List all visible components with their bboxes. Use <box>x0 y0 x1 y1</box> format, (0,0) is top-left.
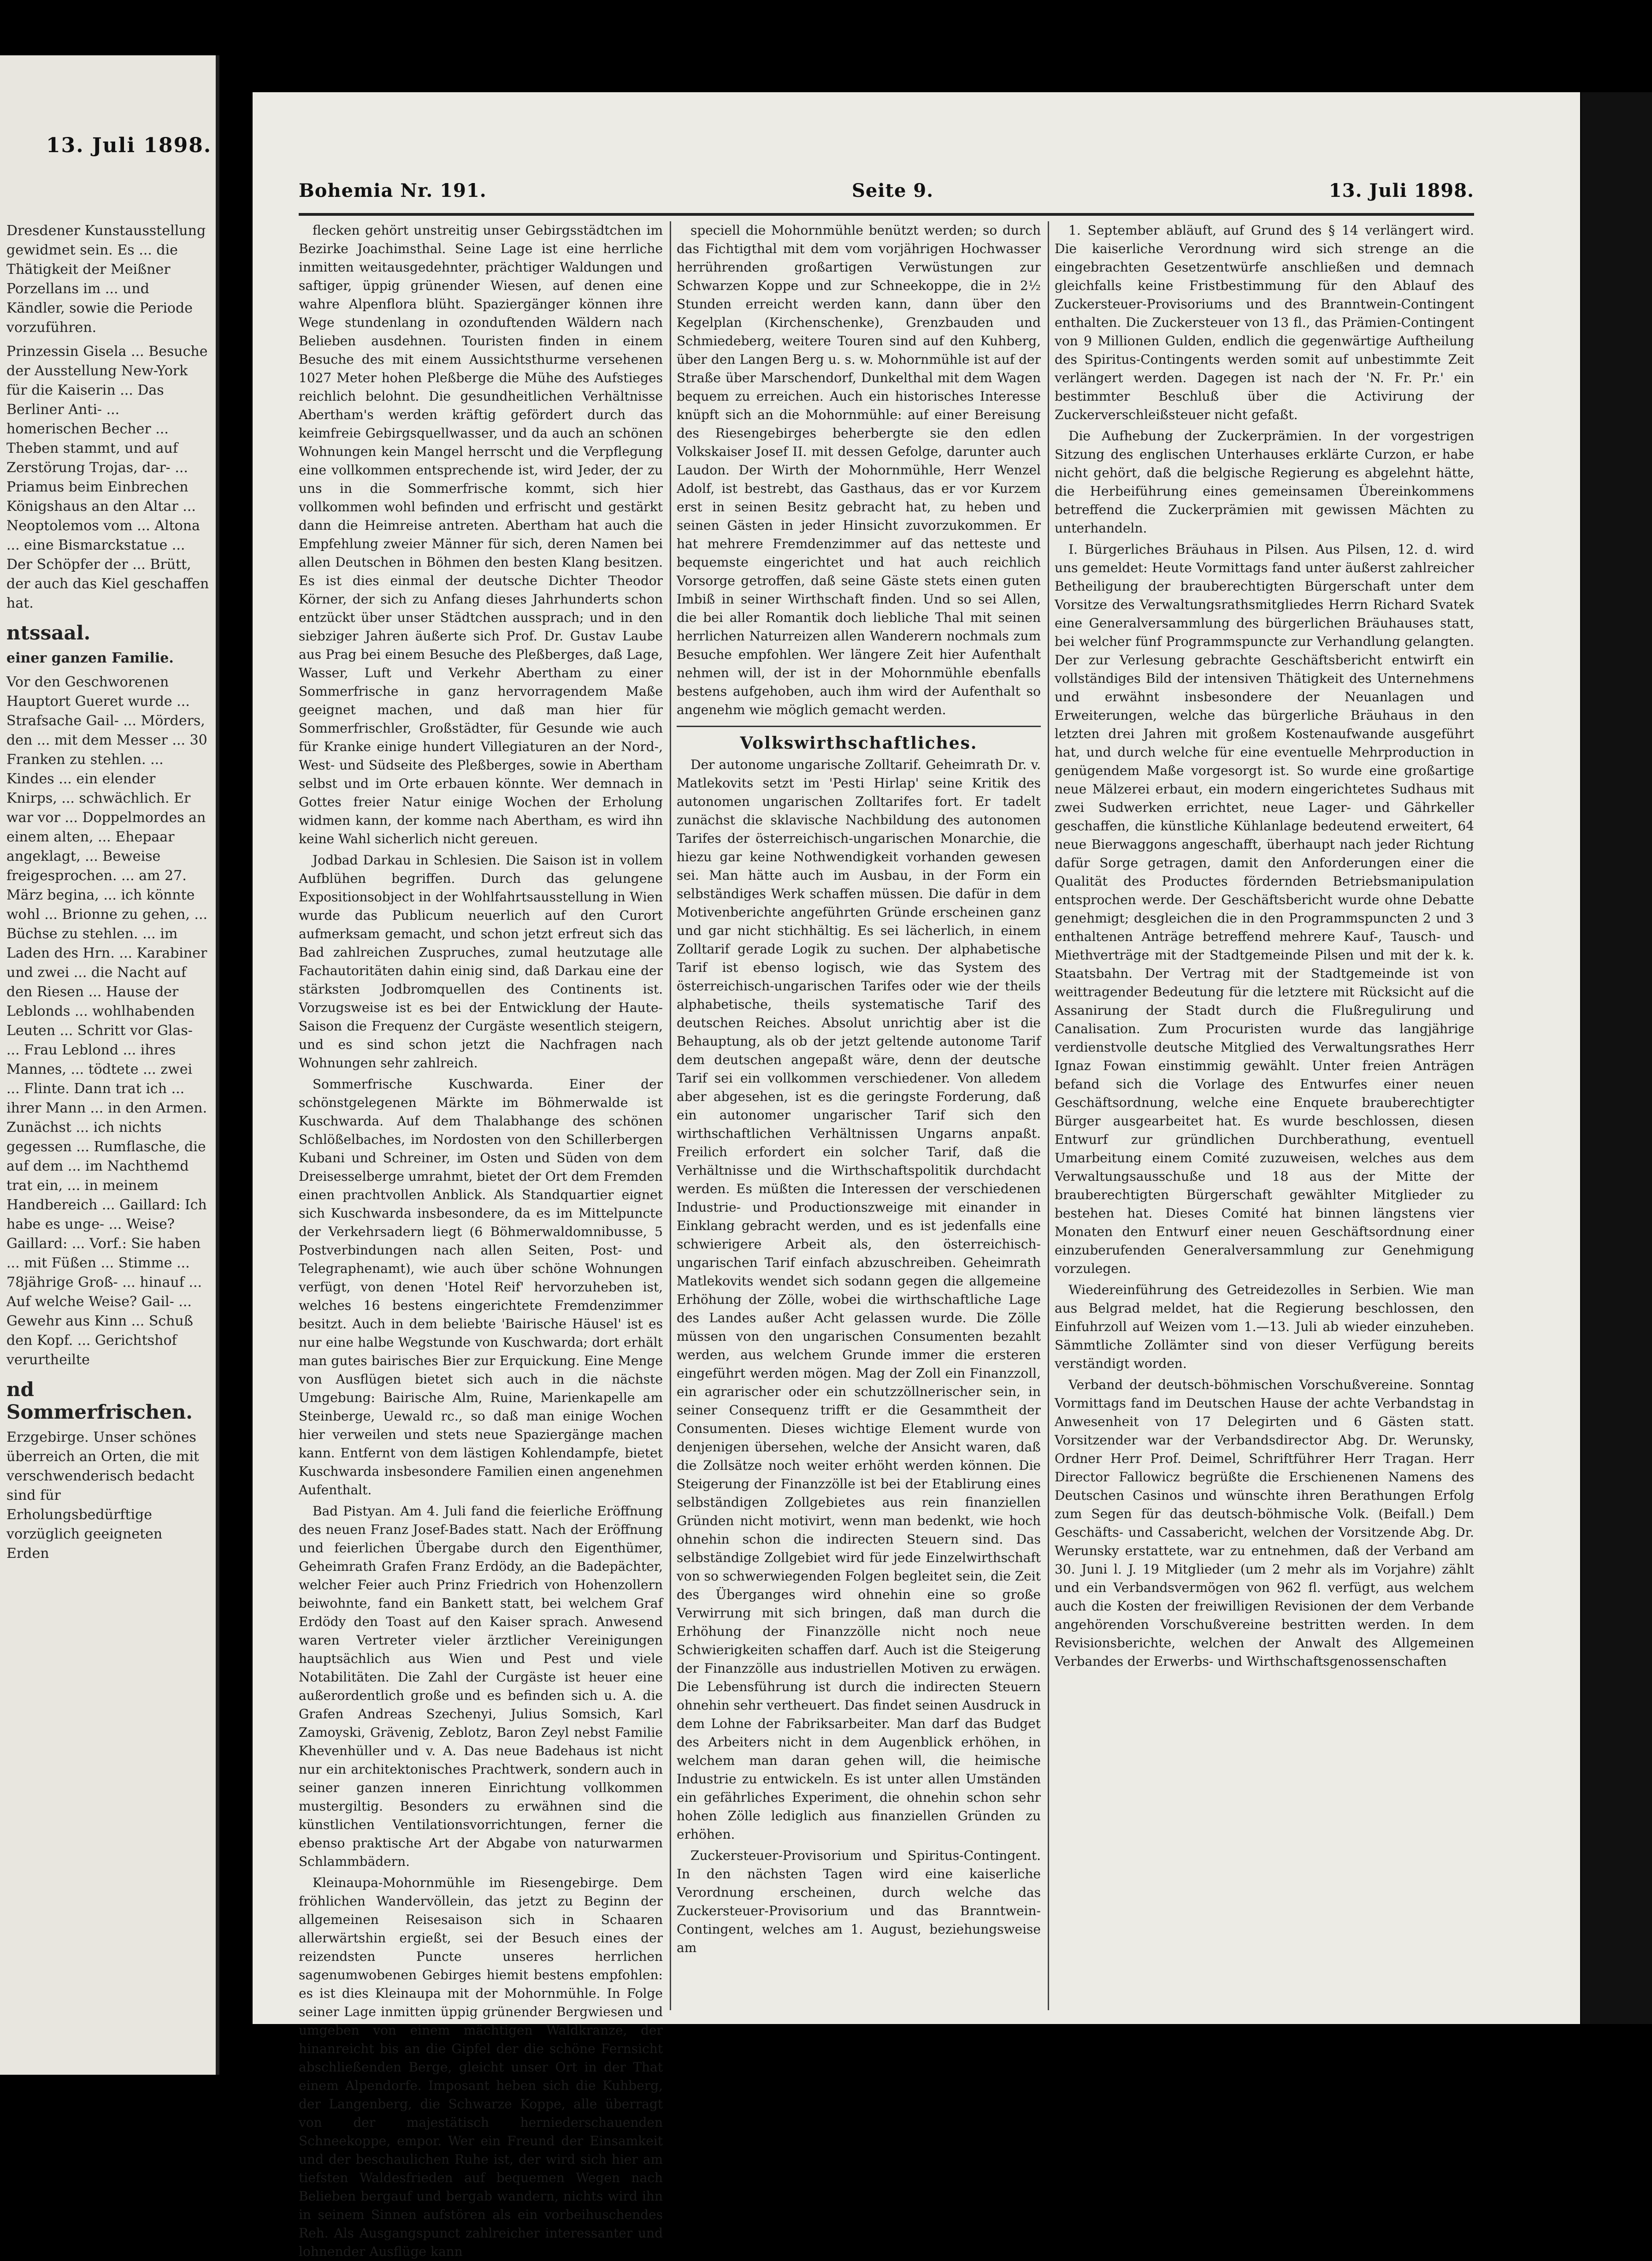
article-paragraph: Jodbad Darkau in Schlesien. Die Saison ist in vollem Aufblühen begriffen. Durch das gelungene Expositionsobject in der Wohlfahrtsausstellung in Wien wurde das Publicum neuerlich auf den Curort aufmerksam gemacht, und schon jetzt erfreut sich das Bad zahlreichen Zuspruches, zumal heutzutage alle Fachautoritäten dahin einig sind, daß Darkau eine der stärksten Jodbromquellen des Continents ist. Vorzugsweise ist es bei der Entwicklung der Haute-Saison die Frequenz der Curgäste wesentlich steigern, und es sind schon jetzt die Nachfragen nach Wohnungen sehr zahlreich. <box>299 852 663 1071</box>
article-paragraph: I. Bürgerliches Bräuhaus in Pilsen. Aus Pilsen, 12. d. wird uns gemeldet: Heute Vormittags fand unter äußerst zahlreicher Betheiligung der brauberechtigten Bürgerschaft unter dem Vorsitze des Verwaltungsrathsmitgliedes Herrn Richard Svatek eine Generalversammlung des bürgerlichen Bräuhauses statt, bei welcher fünf Programmspuncte zur Verhandlung gelangten. Der zur Verlesung gebrachte Geschäftsbericht entwirft ein vollständiges Bild der intensiven Thätigkeit des Unternehmens und erwähnt insbesondere der Neuanlagen und Erweiterungen, welche das bürgerliche Bräuhaus in den letzten drei Jahren mit großem Kostenaufwande ausgeführt hat, und durch welche für eine eventuelle Mehrproduction in genügendem Maße vorgesorgt ist. So wurde eine großartige neue Mälzerei erbaut, ein modern eingerichtetes Sudhaus mit zwei Sudwerken errichtet, neue Lager- und Gährkeller geschaffen, die künstliche Kühlanlage bedeutend erweitert, 64 neue Bierwaggons angeschafft, überhaupt nach jeder Richtung dafür Sorge getragen, damit den Anforderungen einer die Qualität des Productes fördernden Betriebsmanipulation entsprochen werde. Der Geschäftsbericht wurde ohne Debatte genehmigt; desgleichen die in den Programmspuncten 2 und 3 enthaltenen Anträge betreffend mehrere Kauf-, Tausch- und Miethverträge mit der Stadtgemeinde Pilsen und mit der k. k. Staatsbahn. Der Vertrag mit der Stadtgemeinde ist von weittragender Bedeutung für die letztere mit Rücksicht auf die Assanirung der Stadt durch die Flußregulirung und Canalisation. Zum Procuristen wurde das langjährige verdienstvolle deutsche Mitglied des Verwaltungsrathes Herr Ignaz Fowan einstimmig gewählt. Unter freien Anträgen befand sich die Vorlage des Entwurfes einer neuen Geschäftsordnung, welche eine Enquete brauberechtigter Bürger ausgearbeitet hat. Es wurde beschlossen, diesen Entwurf zur gründlichen Durchberathung, eventuell Umarbeitung einem Comité zuzuweisen, welches aus dem Verwaltungsausschuße und 18 aus der Mitte der brauberechtigten Bürgerschaft gewählter Mitglieder zu bestehen hat. Dieses Comité hat binnen längstens vier Monaten den Entwurf einer neuen Geschäftsordnung einer einzuberufenden Generalversammlung zur Genehmigung vorzulegen. <box>1055 542 1474 1276</box>
page-header <box>299 180 1474 207</box>
previous-page-paragraph: Vor den Geschworenen Hauptort Gueret wurde ... Strafsache Gail- ... Mörders, den ... mit dem Messer ... 30 Franken zu stehlen. ... Kindes ... ein elender Knirps, ... schwächlich. Er war vor ... Doppelmordes an einem alten, ... Ehepaar angeklagt, ... Beweise freigesprochen. ... am 27. März begina, ... ich könnte wohl ... Brionne zu gehen, ... Büchse zu stehlen. ... im Laden des Hrn. ... Karabiner und zwei ... die Nacht auf den Riesen ... Hause der Leblonds ... wohlhabenden Leuten ... Schritt vor Glas- ... Frau Leblond ... ihres Mannes, ... tödtete ... zwei ... Flinte. Dann trat ich ... ihrer Mann ... in den Armen. Zunächst ... ich nichts gegessen ... Rumflasche, die auf dem ... im Nachthemd trat ein, ... in meinem Handbereich ... Gaillard: Ich habe es unge- ... Weise? Gaillard: ... Vorf.: Sie haben ... mit Füßen ... Stimme ... 78jährige Groß- ... hinauf ... Auf welche Weise? Gail- ... Gewehr aus Kinn ... Schuß den Kopf. ... Gerichtshof verurtheilte <box>6 674 208 1368</box>
article-paragraph: Bad Pistyan. Am 4. Juli fand die feierliche Eröffnung des neuen Franz Josef-Bades statt. Nach der Eröffnung und feierlichen Übergabe durch den Eigenthümer, Geheimrath Grafen Franz Erdödy, an die Badepächter, welcher Feier auch Prinz Friedrich von Hohenzollern beiwohnte, fand ein Bankett statt, bei welchem Graf Erdödy den Toast auf den Kaiser sprach. Anwesend waren Vertreter vieler ärztlicher Vereinigungen hauptsächlich aus Wien und Pest und viele Notabilitäten. Die Zahl der Curgäste ist heuer eine außerordentlich große und es befinden sich u. A. die Grafen Andreas Szechenyi, Julius Somsich, Karl Zamoyski, Grävenig, Zeblotz, Baron Zeyl nebst Familie Khevenhüller und v. A. Das neue Badehaus ist nicht nur ein architektonisches Prachtwerk, sondern auch in seiner ganzen inneren Einrichtung vollkommen mustergiltig. Besonders zu erwähnen sind die künstlichen Ventilationsvorrichtungen, ferner die ebenso praktische Art der Abgabe von naturwarmen Schlammbädern. <box>299 1503 663 1869</box>
column-divider <box>1048 221 1049 2010</box>
article-paragraph: Zuckersteuer-Provisorium und Spiritus-Contingent. In den nächsten Tagen wird eine kaiserliche Verordnung erscheinen, durch welche das Zuckersteuer-Provisorium und das Branntwein-Contingent, welches am 1. August, beziehungsweise am <box>677 1848 1041 1955</box>
page-date: 13. Juli 1898. <box>1328 180 1474 201</box>
article-paragraph: Kleinaupa-Mohornmühle im Riesengebirge. Dem fröhlichen Wandervöllein, das jetzt zu Beginn der allgemeinen Reisesaison sich in Schaaren allerwärtshin ergießt, sei der Besuch eines der reizendsten Puncte unseres herrlichen sagenumwobenen Gebirges hiemit bestens empfohlen: es ist dies Kleinaupa mit der Mohornmühle. In Folge seiner Lage inmitten üppig grünender Bergwiesen und umgeben von einem mächtigen Waldkranze, der hinanreicht bis an die Gipfel der die schöne Fernsicht abschließenden Berge, gleicht unser Ort in der That einem Alpendorfe. Imposant heben sich die Kuhberg, der Langenberg, die Schwarze Koppe, alle überragt von der majestätisch herniederschauenden Schneekoppe, empor. Wer ein Freund der Einsamkeit und der beschaulichen Ruhe ist, der wird sich hier am tiefsten Waldesfrieden auf bequemen Wegen nach Belieben bergauf und bergab wandern, nichts wird ihn in seinem Sinnen aufstören als ein vorbeihuschendes Reh. Als Ausgangspunct zahlreicher interessanter und lohnender Ausflüge kann <box>299 1875 663 2259</box>
scan-edge <box>1581 92 1652 2024</box>
previous-page-paragraph: Erzgebirge. Unser schönes überreich an Orten, die mit verschwenderisch bedacht sind für Erholungsbedürftige vorzüglich geeigneten Erden <box>6 1429 200 1562</box>
section-rule <box>677 726 1041 727</box>
page-number: Seite 9. <box>852 180 934 201</box>
masthead-issue: Bohemia Nr. 191. <box>299 180 487 201</box>
article-paragraph: flecken gehört unstreitig unser Gebirgsstädtchen im Bezirke Joachimsthal. Seine Lage ist eine herrliche inmitten weitausgedehnter, prächtiger Waldungen und saftiger, üppig grünender Wiesen, auf denen eine wahre Alpenflora blüht. Spaziergänger können ihre Wege stundenlang in ozonduftenden Wäldern nach Belieben ausdehnen. Touristen finden in einem Besuche des mit einem Aussichtsthurme versehenen 1027 Meter hohen Pleßberge die Mühe des Aufstieges reichlich belohnt. Die gesundheitlichen Verhältnisse Abertham's werden kräftig gefördert durch das keimfreie Gebirgsquellwasser, und da auch an schönen Wohnungen kein Mangel herrscht und die Verpflegung eine vollkommen entsprechende ist, wird Jeder, der zu uns in die Sommerfrische kommt, sich hier vollkommen wohl befinden und erfrischt und gestärkt dann die Heimreise antreten. Abertham hat auch die Empfehlung zweier Männer für sich, deren Namen bei allen Deutschen in Böhmen den besten Klang besitzen. Es ist dies einmal der deutsche Dichter Theodor Körner, der sich zu Anfang dieses Jahrhunderts schon entzückt über unser Städtchen aussprach; und in den siebziger Jahren äußerte sich Prof. Dr. Gustav Laube aus Prag bei einem Besuche des Pleßberges, daß Lage, Wasser, Luft und Verkehr Abertham zu einer Sommerfrische in ganz hervorragendem Maße geeignet machen, und daß man hier für Sommerfrischler, Großstädter, für Gesunde wie auch für Kranke einige hundert Villegiaturen an der Nord-, West- und Südseite des Pleßberges, sowie in Abertham selbst und im Orte erbauen könnte. Wer demnach in Gottes freier Natur einige Wochen der Erholung widmen kann, der komme nach Abertham, es wird ihn keine Wahl sicherlich nicht gereuen. <box>299 223 663 846</box>
article-paragraph: Der autonome ungarische Zolltarif. Geheimrath Dr. v. Matlekovits setzt im 'Pesti Hirlap' seine Kritik des autonomen ungarischen Zolltarifes fort. Er tadelt zunächst die sklavische Nachbildung des autonomen Tarifes der österreichisch-ungarischen Monarchie, die hiezu gar keine Nothwendigkeit vorhanden gewesen sei. Man hätte auch im Ausbau, in der Form ein selbständiges Werk schaffen müssen. Die dafür in dem Motivenberichte angeführten Gründe erscheinen ganz und gar nicht stichhältig. Es sei lächerlich, in einem Zolltarif gerade Logik zu suchen. Der alphabetische Tarif ist ebenso logisch, wie das System des österreichisch-ungarischen Tarifes oder wie der theils alphabetische, theils systematische Tarif des deutschen Reiches. Absolut unrichtig aber ist die Behauptung, als ob der jetzt geltende autonome Tarif dem deutschen angepaßt wäre, denn der deutsche Tarif sei ein vollkommen verschiedener. Von alledem aber abgesehen, ist es die geringste Forderung, daß ein autonomer ungarischer Tarif sich den wirthschaftlichen Verhältnissen Ungarns anpaßt. Freilich erfordert ein solcher Tarif, daß die Verhältnisse und die Wirthschaftspolitik durchdacht werden. Es müßten die Interessen der verschiedenen Industrie- und Productionszweige mit einander in Einklang gebracht werden, und es ist jedenfalls eine schwierigere Arbeit als, den österreichisch-ungarischen Tarif einfach abzuschreiben. Geheimrath Matlekovits wendet sich sodann gegen die allgemeine Erhöhung der Zölle, wobei die wirthschaftliche Lage des Landes außer Acht gelassen wurde. Die Zölle müssen von den ungarischen Consumenten bezahlt werden, aus welchem Grunde immer die ersteren eingeführt werden mögen. Mag der Zoll ein Finanzzoll, ein agrarischer oder ein schutzzöllnerischer sein, in seiner Consequenz trifft er die Gesammtheit der Consumenten. Dieses wichtige Element wurde von denjenigen übersehen, welche der Ansicht waren, daß die Zollsätze noch weiter erhöht werden können. Die Steigerung der Finanzzölle ist bei der Etablirung eines selbständigen Zollgebietes aus rein finanziellen Gründen nicht motivirt, wenn man bedenkt, wie hoch ohnehin schon die indirecten Steuern sind. Das selbständige Zollgebiet wird für jede Einzelwirthschaft von so schwerwiegenden Folgen begleitet sein, die Zeit des Überganges wird ohnehin eine so große Verwirrung mit sich bringen, daß man durch die Erhöhung der Finanzzölle nicht noch neue Schwierigkeiten schaffen darf. Auch ist die Steigerung der Finanzzölle aus industriellen Motiven zu erwägen. Die Lebensführung ist durch die indirecten Steuern ohnehin sehr vertheuert. Das findet seinen Ausdruck in dem Lohne der Fabriksarbeiter. Man darf das Budget des Arbeiters nicht in dem Augenblick erhöhen, in welchem man daran gehen will, die heimische Industrie zu entwickeln. Es ist unter allen Umständen ein gefährliches Experiment, die ohnehin schon sehr hohen Zölle lediglich aus finanziellen Gründen zu erhöhen. <box>677 757 1041 1842</box>
column-1 <box>299 221 663 2259</box>
column-divider <box>670 221 671 2010</box>
previous-page-paragraph: Dresdener Kunstausstellung gewidmet sein. Es ... die Thätigkeit der Meißner Porzellans im ... und Kändler, sowie die Periode vorzuführen. <box>6 223 206 336</box>
article-paragraph: speciell die Mohornmühle benützt werden; so durch das Fichtigthal mit dem vom vorjährigen Hochwasser herrührenden großartigen Verwüstungen zur Schwarzen Koppe und zur Schneekoppe, die in 2½ Stunden erreicht werden kann, dann über den Kegelplan (Kirchenschenke), Grenzbauden und Schmiedeberg, weitere Touren sind auf den Kuhberg, über den Langen Berg u. s. w. Mohornmühle ist auf der Straße über Marschendorf, Dunkelthal mit dem Wagen bequem zu erreichen. Auch ein historisches Interesse knüpft sich an die Mohornmühle: auf einer Bereisung des Riesengebirges beherbergte sie den edlen Volkskaiser Josef II. mit dessen Gefolge, darunter auch Laudon. Der Wirth der Mohornmühle, Herr Wenzel Adolf, ist bestrebt, das Gasthaus, das er vor Kurzem erst in seinen Besitz gebracht hat, zu heben und seinen Gästen in jeder Hinsicht zuvorzukommen. Er hat mehrere Fremdenzimmer auf das netteste und bequemste eingerichtet und hat auch reichlich Vorsorge getroffen, daß seine Gäste stets einen guten Imbiß in seiner Wirthschaft finden. Und so sei Allen, die bei aller Romantik doch liebliche Thal mit seinen herrlichen Naturreizen allen Wanderern nochmals zum Besuche empfohlen. Wer längere Zeit hier Aufenthalt nehmen will, der ist in der Mohornmühle ebenfalls bestens aufgehoben, auch ihm wird der Aufenthalt so angenehm wie möglich gemacht werden. <box>677 223 1041 717</box>
article-paragraph: Die Aufhebung der Zuckerprämien. In der vorgestrigen Sitzung des englischen Unterhauses erklärte Curzon, er habe nicht gehört, daß die belgische Regierung es abgelehnt hätte, die Herbeiführung eines gemeinsamen Übereinkommens betreffend die Zuckerprämien mit gewissen Mächten zu unterhandeln. <box>1055 428 1474 536</box>
previous-page-fragment <box>0 55 219 2075</box>
header-rule <box>299 213 1474 216</box>
previous-page-heading: nd Sommerfrischen. <box>6 1378 193 1423</box>
previous-page-text <box>6 221 209 1568</box>
column-2 <box>677 221 1041 2019</box>
article-paragraph: Verband der deutsch-böhmischen Vorschußvereine. Sonntag Vormittags fand im Deutschen Hause der achte Verbandstag in Anwesenheit von 17 Delegirten und 6 Gästen statt. Vorsitzender war der Verbandsdirector Abg. Dr. Werunsky, Ordner Herr Prof. Deimel, Schriftführer Herr Tragan. Herr Director Fallowicz begrüßte die Erschienenen Namens des Deutschen Casinos und wünschte ihren Berathungen Erfolg zum Segen für das deutsch-böhmische Volk. (Beifall.) Dem Geschäfts- und Cassabericht, welchen der Vorsitzende Abg. Dr. Werunsky erstattete, war zu entnehmen, daß der Verband am 30. Juni l. J. 19 Mitglieder (um 2 mehr als im Vorjahre) zählt und ein Verbandsvermögen von 962 fl. verfügt, aus welchem auch die Kosten der freiwilligen Revisionen der dem Verbande angehörenden Vorschußvereine bestritten werden. In dem Revisionsberichte, welchen der Anwalt des Allgemeinen Verbandes der Erwerbs- und Wirthschaftsgenossenschaften <box>1055 1377 1474 1669</box>
newspaper-page <box>253 92 1580 2259</box>
section-title: Volkswirthschaftliches. <box>740 734 978 753</box>
previous-page-subheading: einer ganzen Familie. <box>6 650 174 666</box>
article-paragraph: Sommerfrische Kuschwarda. Einer der schönstgelegenen Märkte im Böhmerwalde ist Kuschwarda. Auf dem Thalabhange des schönen Schlößelbaches, im Nordosten von den Schillerbergen Kubani und Schreiner, im Osten und Süden von dem Dreisesselberge umrahmt, bietet der Ort dem Fremden einen prachtvollen Anblick. Als Standquartier eignet sich Kuschwarda insbesondere, da es im Mittelpuncte der Verkehrsadern liegt (6 Böhmerwaldomnibusse, 5 Postverbindungen nach allen Seiten, Post- und Telegraphenamt), wie auch über schöne Wohnungen verfügt, von denen 'Hotel Reif' hervorzuheben ist, welches 16 bestens eingerichtete Fremdenzimmer besitzt. Auch in dem beliebte 'Bairische Häusel' ist es nur eine halbe Wegstunde von Kuschwarda; dort erhält man gutes bairisches Bier zur Erquickung. Eine Menge von Ausflügen bietet sich auch in die nächste Umgebung: Bairische Alm, Ruine, Marienkapelle am Steinberge, Uewald rc., so daß man einige Wochen hier verweilen und stets neue Spaziergänge machen kann. Entfernt von dem lästigen Kohlendampfe, bietet Kuschwarda insbesondere Familien einen angenehmen Aufenthalt. <box>299 1077 663 1497</box>
previous-page-heading: ntssaal. <box>6 621 91 644</box>
previous-page-date: 13. Juli 1898. <box>46 134 212 157</box>
column-3 <box>1055 221 1474 2019</box>
article-paragraph: Wiedereinführung des Getreidezolles in Serbien. Wie man aus Belgrad meldet, hat die Regierung beschlossen, den Einfuhrzoll auf Weizen vom 1.—13. Juli ab wieder einzuheben. Sämmtliche Zollämter sind von dieser Verfügung bereits verständigt worden. <box>1055 1282 1474 1371</box>
article-paragraph: 1. September abläuft, auf Grund des § 14 verlängert wird. Die kaiserliche Verordnung wird sich strenge an die eingebrachten Gesetzentwürfe anschließen und demnach gleichfalls keine Fristbestimmung für den Ablauf des Zuckersteuer-Provisoriums und des Branntwein-Contingent enthalten. Die Zuckersteuer von 13 fl., das Prämien-Contingent von 9 Millionen Gulden, endlich die gegenwärtige Auftheilung des Spiritus-Contingents werden somit auf unbestimmte Zeit verlängert werden. Dagegen ist nach der 'N. Fr. Pr.' ein bestimmter Beschluß über die Activirung der Zuckerverschleißsteuer nicht gefaßt. <box>1055 223 1474 422</box>
previous-page-paragraph: Prinzessin Gisela ... Besuche der Ausstellung New-York für die Kaiserin ... Das Berliner Anti- ... homerischen Becher ... Theben stammt, und auf Zerstörung Trojas, dar- ... Priamus beim Einbrechen Königshaus an den Altar ... Neoptolemos vom ... Altona ... eine Bismarckstatue ... Der Schöpfer der ... Brütt, der auch das Kiel geschaffen hat. <box>6 343 209 611</box>
